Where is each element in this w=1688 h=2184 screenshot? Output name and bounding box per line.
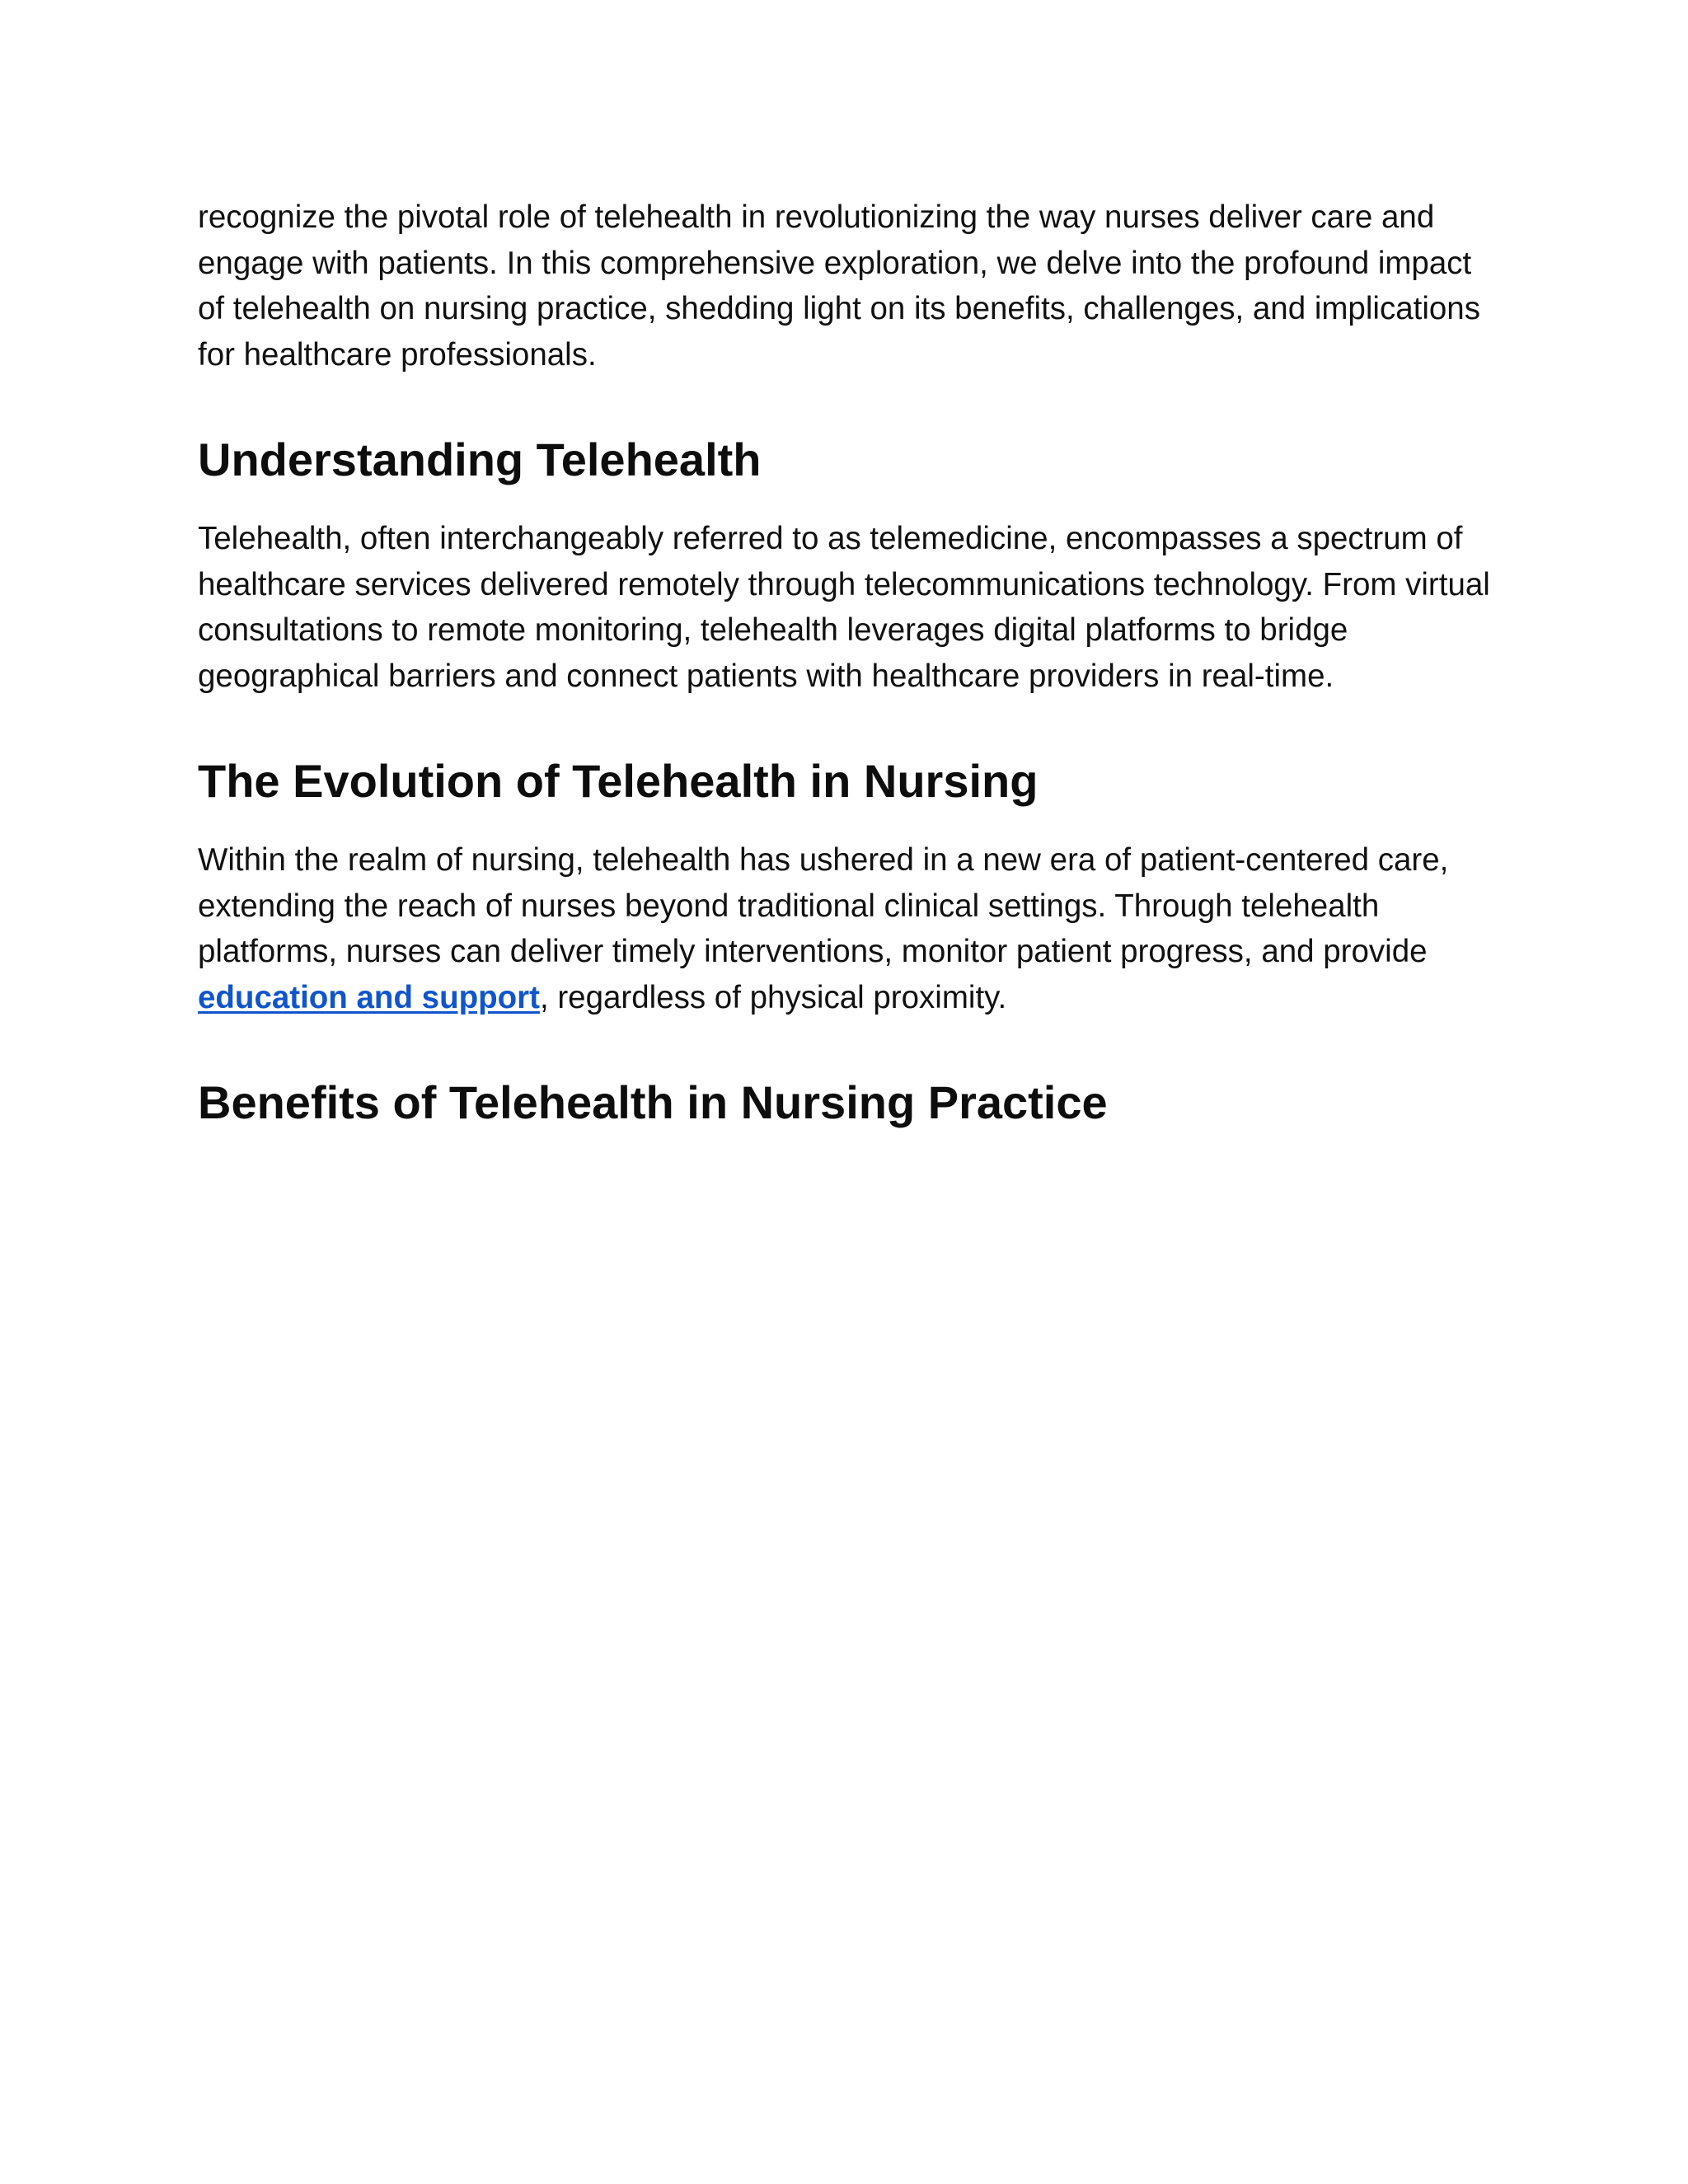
heading-benefits-of-telehealth: Benefits of Telehealth in Nursing Practice <box>198 1076 1108 1128</box>
paragraph-understanding-telehealth: Telehealth, often interchangeably referred to as telemedicine, encompasses a spectrum of healthcare services delivered remotely through telecommunications technology. From virtual consultations to remote monitoring, telehealth leverages digital platforms to bridge geographical barriers and connect patients with healthcare providers in real-time. <box>198 521 1490 694</box>
heading-evolution-of-telehealth: The Evolution of Telehealth in Nursing <box>198 755 1039 807</box>
paragraph-evolution-of-telehealth <box>198 837 1500 1020</box>
education-and-support-link[interactable]: education and support <box>198 979 540 1015</box>
paragraph-text-after-link: , regardless of physical proximity. <box>539 979 1007 1015</box>
document-content <box>198 194 1500 1131</box>
paragraph-text-before-link: Within the realm of nursing, telehealth has ushered in a new era of patient-centered care, extending the reach of nurses beyond traditional clinical settings. Through telehealth platforms, nurses can deliver timely interventions, monitor patient progress, and provide <box>198 842 1449 969</box>
intro-paragraph: recognize the pivotal role of telehealth in revolutionizing the way nurses deliver care and engage with patients. In this comprehensive exploration, we delve into the profound impact of telehealth on nursing practice, shedding light on its benefits, challenges, and implications for healthcare professionals. <box>198 199 1480 373</box>
heading-understanding-telehealth: Understanding Telehealth <box>198 434 762 485</box>
